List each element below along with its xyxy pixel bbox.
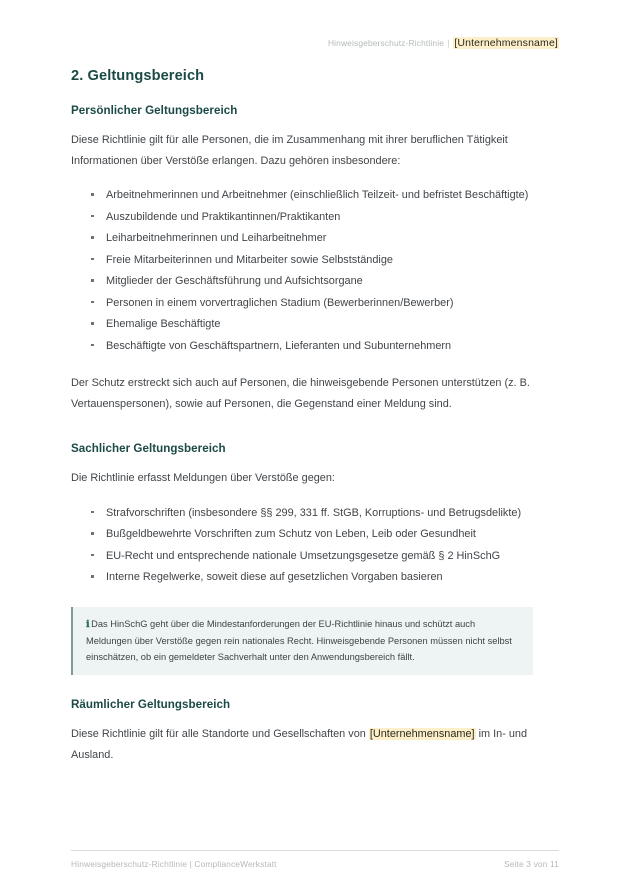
running-footer — [71, 850, 559, 869]
footer-page-indicator: Seite 3 von 11 — [503, 859, 559, 869]
raeumlicher-text-before: Diese Richtlinie gilt für alle Standorte und Gesellschaften von — [71, 728, 369, 741]
subsection-heading-sachlicher: Sachlicher Geltungsbereich — [71, 442, 226, 455]
paragraph-persoenlicher-closing: Der Schutz erstreckt sich auch auf Personen, die hinweisgebende Personen unterstützen (z. B. Vertauenspersonen), sowie auf Personen, die Gegenstand einer Meldung sind. — [71, 377, 530, 410]
info-callout-text — [86, 616, 519, 666]
list-item-label: Ehemalige Beschäftigte — [106, 318, 221, 330]
list-item-label: Mitglieder der Geschäftsführung und Aufsichtsorgane — [106, 275, 363, 287]
list-item — [71, 546, 559, 567]
list-item — [71, 503, 559, 524]
running-header — [71, 36, 559, 50]
header-document-name: Hinweisgeberschutz-Richtlinie — [327, 38, 445, 48]
bullet-marker-icon — [91, 236, 94, 239]
list-item-label: Arbeitnehmerinnen und Arbeitnehmer (einschließlich Teilzeit- und befristet Beschäftigte) — [106, 189, 529, 201]
footer-document-name: Hinweisgeberschutz-Richtlinie — [71, 859, 188, 869]
list-item — [71, 185, 559, 206]
list-item — [71, 228, 559, 249]
list-item-label: Beschäftigte von Geschäftspartnern, Lieferanten und Subunternehmern — [106, 339, 452, 352]
list-item — [71, 207, 559, 228]
bullet-marker-icon — [91, 301, 94, 304]
list-item-label: Strafvorschriften (insbesondere §§ 299, 331 ff. StGB, Korruptions- und Betrugsdelikte) — [106, 506, 522, 519]
raeumlicher-company-placeholder: [Unternehmensname] — [369, 728, 475, 741]
bullet-marker-icon — [91, 215, 94, 218]
bullet-list-sachlicher — [71, 503, 559, 588]
raeumlicher-text-after: im In- und Ausland. — [71, 728, 528, 761]
list-item-label: Freie Mitarbeiterinnen und Mitarbeiter sowie Selbstständige — [106, 253, 393, 266]
list-item-label: Personen in einem vorvertraglichen Stadium (Bewerberinnen/Bewerber) — [106, 296, 454, 309]
paragraph-persoenlicher-intro: Diese Richtlinie gilt für alle Personen, die im Zusammenhang mit ihrer beruflichen Tätigkeit Informationen über Verstöße erlangen. Dazu gehören insbesondere: — [71, 134, 508, 167]
list-item-label: Interne Regelwerke, soweit diese auf gesetzlichen Vorgaben basieren — [106, 571, 443, 583]
list-item-label: Auszubildende und Praktikantinnen/Praktikanten — [106, 210, 341, 223]
info-callout-body: Das HinSchG geht über die Mindestanforderungen der EU-Richtlinie hinaus und schützt auch Meldungen über Verstöße gegen rein nationales Recht. Hinweisgebende Personen müssen nicht selbst einschätzen, ob ein gemeldeter Sachverhalt unter den Anwendungsbereich fällt. — [86, 618, 512, 663]
footer-separator: | — [189, 859, 192, 869]
list-item — [71, 293, 559, 314]
bullet-marker-icon — [91, 532, 94, 535]
list-item-label: EU-Recht und entsprechende nationale Umsetzungsgesetze gemäß § 2 HinSchG — [106, 549, 501, 562]
list-item — [71, 314, 559, 335]
bullet-marker-icon — [91, 511, 94, 514]
list-item-label: Leiharbeitnehmerinnen und Leiharbeitnehmer — [106, 232, 327, 244]
list-item — [71, 567, 559, 588]
list-item-label: Bußgeldbewehrte Vorschriften zum Schutz von Leben, Leib oder Gesundheit — [106, 528, 476, 540]
page-title: 2. Geltungsbereich — [71, 68, 205, 84]
document-body — [71, 68, 559, 779]
list-item — [71, 271, 559, 292]
list-item — [71, 524, 559, 545]
info-icon: ℹ — [86, 618, 90, 630]
header-company-placeholder: [Unternehmensname] — [454, 37, 558, 49]
bullet-marker-icon — [91, 554, 94, 557]
subsection-heading-persoenlicher: Persönlicher Geltungsbereich — [71, 104, 238, 117]
footer-left — [71, 859, 277, 869]
info-callout — [71, 607, 533, 676]
bullet-marker-icon — [91, 322, 94, 325]
header-separator: | — [447, 38, 450, 48]
bullet-marker-icon — [91, 344, 94, 347]
bullet-marker-icon — [91, 575, 94, 578]
footer-divider — [71, 850, 559, 851]
bullet-marker-icon — [91, 193, 94, 196]
list-item — [71, 336, 559, 357]
list-item — [71, 250, 559, 271]
footer-brand: ComplianceWerkstatt — [194, 859, 277, 869]
bullet-marker-icon — [91, 258, 94, 261]
bullet-list-persoenlicher — [71, 185, 559, 356]
bullet-marker-icon — [91, 279, 94, 282]
paragraph-sachlicher-intro: Die Richtlinie erfasst Meldungen über Verstöße gegen: — [71, 472, 335, 484]
paragraph-raeumlicher — [71, 724, 559, 765]
subsection-heading-raeumlicher: Räumlicher Geltungsbereich — [71, 698, 231, 712]
